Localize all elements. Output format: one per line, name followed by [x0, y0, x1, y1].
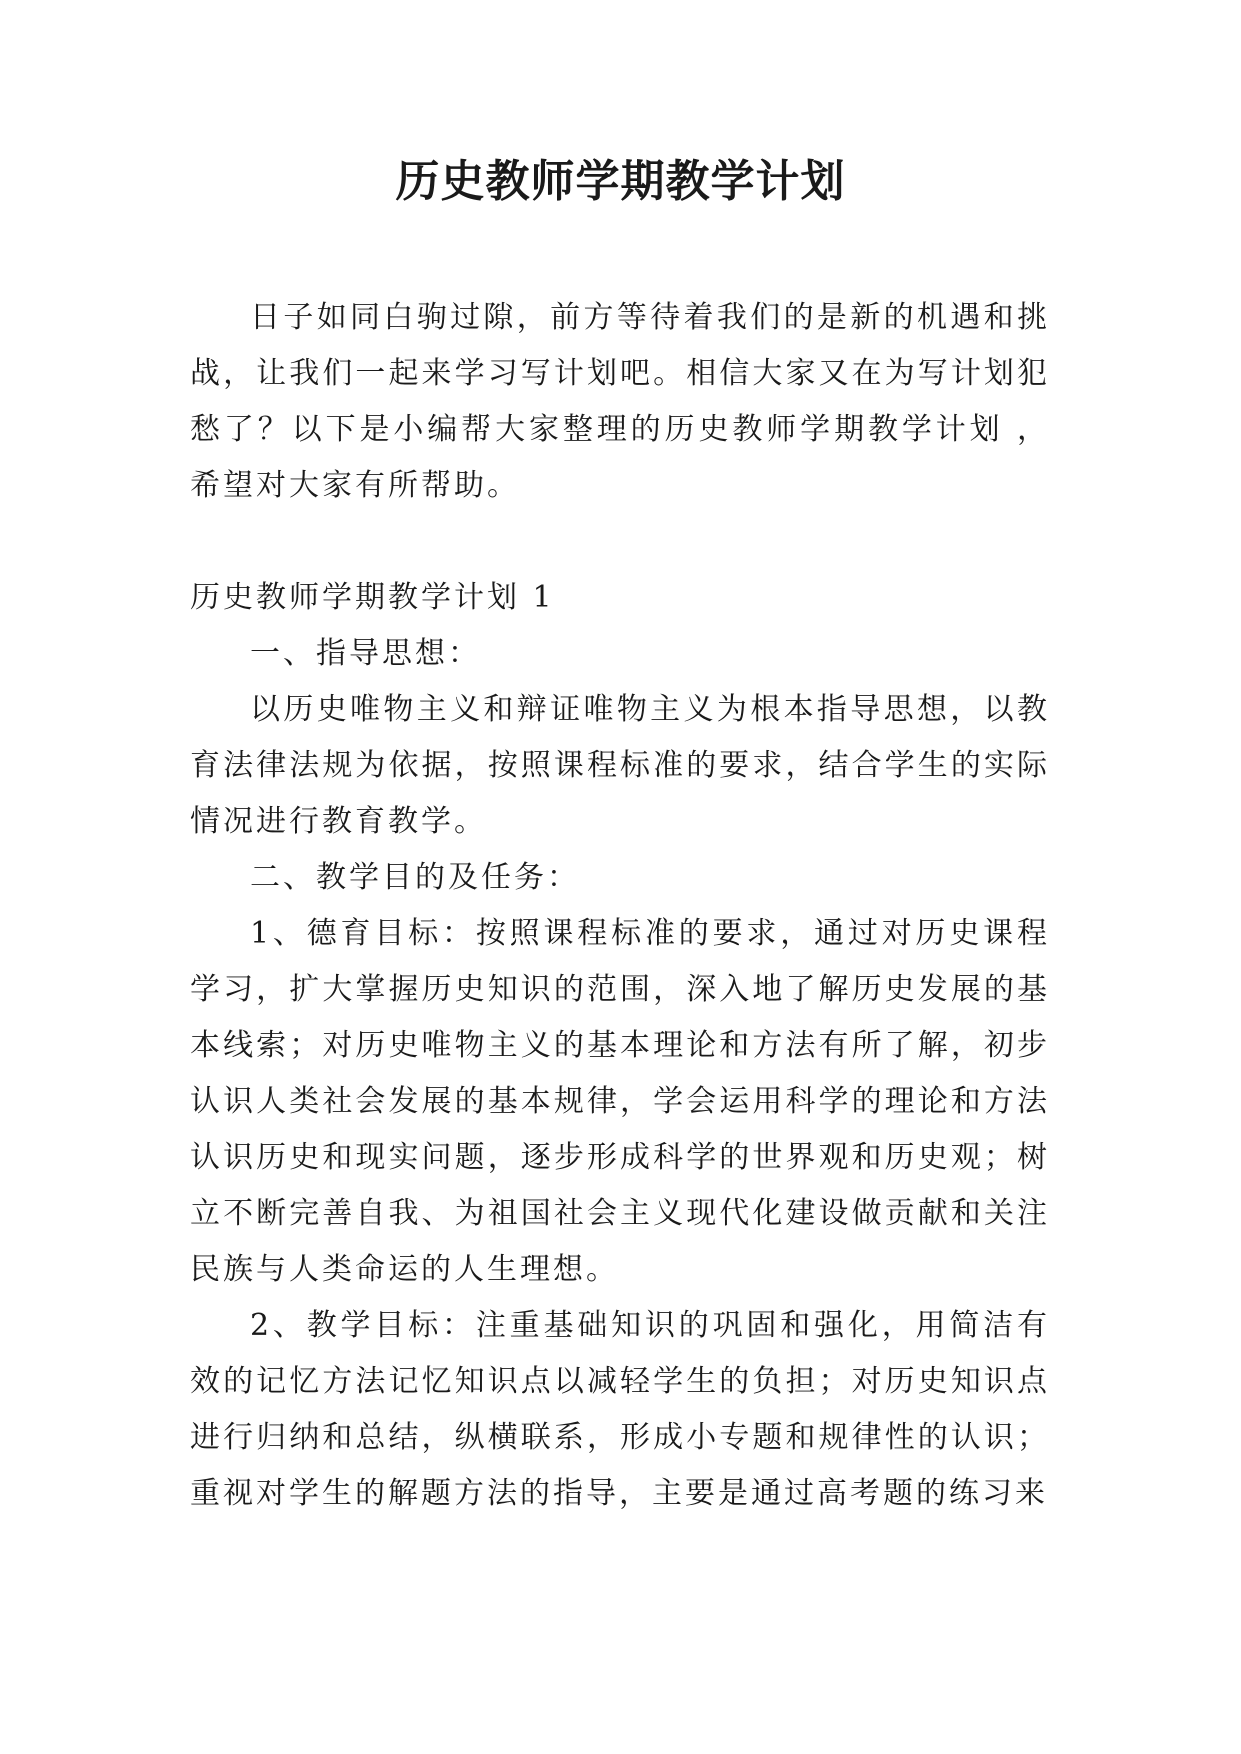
paragraph-guiding-ideology: 以历史唯物主义和辩证唯物主义为根本指导思想，以教育法律法规为依据，按照课程标准的要求，结合学生的实际情况进行教育教学。	[190, 692, 1050, 839]
document-body	[190, 290, 1050, 1522]
heading-guiding-ideology: 一、指导思想：	[250, 636, 481, 671]
paragraph-teaching-goal: 2、教学目标：注重基础知识的巩固和强化，用简洁有效的记忆方法记忆知识点以减轻学生的负担；对历史知识点进行归纳和总结，纵横联系，形成小专题和规律性的认识；重视对学生的解题方法的指导，主要是通过高考题的练习来	[190, 1308, 1050, 1511]
intro-paragraph: 日子如同白驹过隙，前方等待着我们的是新的机遇和挑战，让我们一起来学习写计划吧。相信大家又在为写计划犯愁了？以下是小编帮大家整理的历史教师学期教学计划 ，希望对大家有所帮助。	[190, 300, 1050, 503]
heading-teaching-goals: 二、教学目的及任务：	[250, 860, 580, 895]
section-title: 历史教师学期教学计划 1	[190, 580, 555, 615]
paragraph-moral-goal: 1、德育目标：按照课程标准的要求，通过对历史课程学习，扩大掌握历史知识的范围，深入地了解历史发展的基本线索；对历史唯物主义的基本理论和方法有所了解，初步认识人类社会发展的基本规律，学会运用科学的理论和方法认识历史和现实问题，逐步形成科学的世界观和历史观；树立不断完善自我、为祖国社会主义现代化建设做贡献和关注民族与人类命运的人生理想。	[190, 916, 1050, 1287]
document-title: 历史教师学期教学计划	[395, 156, 846, 207]
